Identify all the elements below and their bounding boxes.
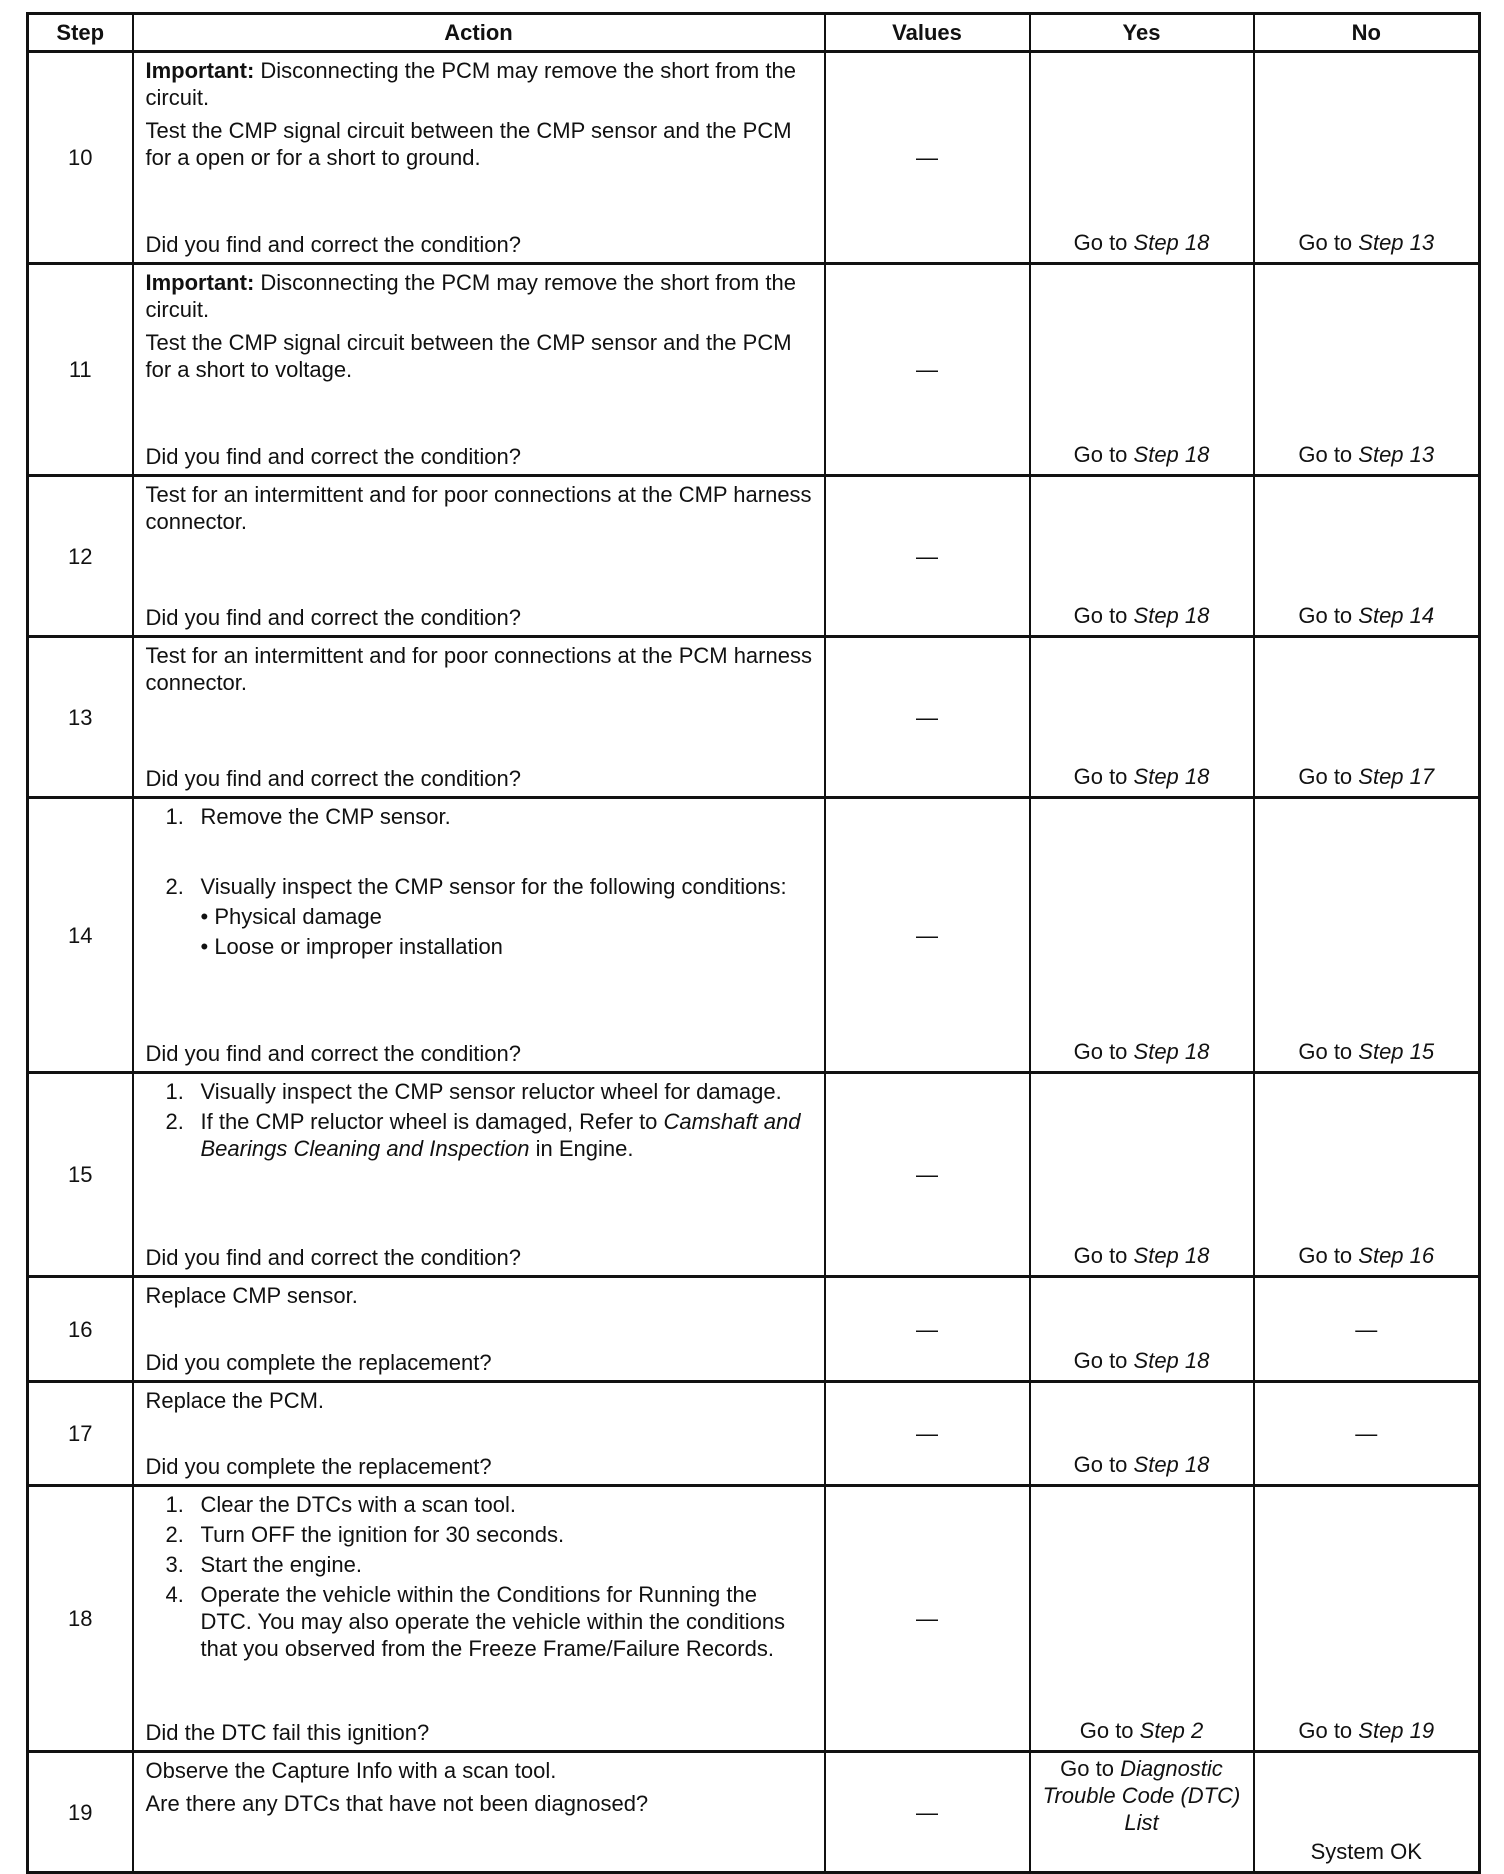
list-number: 2. — [165, 1109, 184, 1134]
list-number: 3. — [165, 1552, 184, 1577]
list-text — [201, 1551, 362, 1578]
values-cell: — — [825, 1073, 1030, 1277]
step-number: 17 — [28, 1382, 133, 1486]
action-content — [146, 1282, 814, 1376]
paragraph — [146, 57, 814, 111]
step-number: 10 — [28, 52, 133, 264]
list-item — [146, 1551, 814, 1578]
step-number: 14 — [28, 798, 133, 1073]
values-cell: — — [825, 1752, 1030, 1873]
yes-cell — [1030, 1382, 1254, 1486]
question: Did you find and correct the condition? — [145, 766, 521, 791]
text: Visually inspect the CMP sensor for the following conditions: — [200, 874, 787, 899]
table-body — [28, 52, 1480, 1873]
no-cell — [1254, 798, 1480, 1073]
action-content — [146, 1491, 814, 1746]
text: Go to — [1298, 603, 1359, 628]
list-item — [146, 873, 814, 900]
list-number: 2. — [165, 1522, 184, 1547]
table-row — [28, 1752, 1480, 1873]
yes-cell — [1030, 476, 1254, 637]
action-cell — [133, 798, 825, 1073]
list-item — [146, 1581, 814, 1662]
action-instructions — [146, 1491, 814, 1665]
header-no: No — [1254, 14, 1480, 52]
text: Disconnecting the PCM may remove the short from the circuit. — [145, 58, 796, 110]
list-item — [146, 1078, 814, 1105]
italic-text: Diagnostic Trouble Code (DTC) List — [1042, 1756, 1241, 1835]
list-text — [201, 1581, 814, 1662]
text: Go to — [1298, 1243, 1359, 1268]
values-cell: — — [825, 637, 1030, 798]
italic-text: Step 18 — [1133, 1243, 1210, 1268]
text: Replace CMP sensor. — [145, 1283, 358, 1308]
text: Go to — [1298, 1039, 1359, 1064]
text: Remove the CMP sensor. — [200, 804, 451, 829]
text: Are there any DTCs that have not been diagnosed? — [145, 1791, 649, 1816]
text: Go to — [1079, 1718, 1140, 1743]
header-action: Action — [133, 14, 825, 52]
text: in Engine. — [529, 1136, 634, 1161]
spacer — [146, 833, 814, 873]
list-item — [146, 1491, 814, 1518]
no-cell: — — [1254, 1277, 1480, 1382]
text: Go to — [1060, 1756, 1121, 1781]
list-text — [201, 803, 451, 830]
italic-text: Step 13 — [1358, 442, 1435, 467]
step-number: 15 — [28, 1073, 133, 1277]
text: Observe the Capture Info with a scan tool. — [145, 1758, 557, 1783]
table-row — [28, 798, 1480, 1073]
paragraph — [146, 329, 814, 383]
question: Did you find and correct the condition? — [145, 1041, 521, 1066]
no-cell: — — [1254, 1382, 1480, 1486]
text: Go to — [1073, 603, 1134, 628]
question: Did you complete the replacement? — [145, 1454, 492, 1479]
step-number: 11 — [28, 264, 133, 476]
list-number: 1. — [165, 804, 184, 829]
text: Test for an intermittent and for poor connections at the CMP harness connector. — [145, 482, 812, 534]
italic-text: Step 13 — [1358, 230, 1435, 255]
italic-text: Step 14 — [1358, 603, 1435, 628]
no-cell — [1254, 1073, 1480, 1277]
bold-text: Important: — [145, 270, 255, 295]
italic-text: Step 2 — [1139, 1718, 1204, 1743]
yes-cell — [1030, 1752, 1254, 1873]
paragraph — [146, 1757, 814, 1784]
list-text — [201, 1491, 516, 1518]
action-cell — [133, 1752, 825, 1873]
text: Go to — [1073, 1243, 1134, 1268]
italic-text: Step 18 — [1133, 1039, 1210, 1064]
no-cell — [1254, 1486, 1480, 1752]
italic-text: Step 17 — [1358, 764, 1435, 789]
list-number: 1. — [165, 1079, 184, 1104]
text: Go to — [1298, 230, 1359, 255]
action-instructions — [146, 57, 814, 177]
diagnostic-table — [26, 12, 1481, 1874]
action-cell — [133, 1382, 825, 1486]
text: Test for an intermittent and for poor connections at the PCM harness connector. — [145, 643, 812, 695]
text: Disconnecting the PCM may remove the short from the circuit. — [145, 270, 796, 322]
values-cell: — — [825, 1382, 1030, 1486]
italic-text: Step 15 — [1358, 1039, 1435, 1064]
text: Go to — [1298, 442, 1359, 467]
values-cell: — — [825, 52, 1030, 264]
question: Did you find and correct the condition? — [145, 605, 521, 630]
list-number: 1. — [165, 1492, 184, 1517]
values-cell: — — [825, 798, 1030, 1073]
action-instructions — [146, 1757, 814, 1823]
text: Start the engine. — [200, 1552, 362, 1577]
action-content — [146, 481, 814, 631]
yes-cell — [1030, 1073, 1254, 1277]
text: Visually inspect the CMP sensor reluctor wheel for damage. — [200, 1079, 782, 1104]
action-content — [146, 1387, 814, 1480]
paragraph — [146, 269, 814, 323]
action-instructions — [146, 269, 814, 389]
no-cell — [1254, 264, 1480, 476]
italic-text: Step 18 — [1133, 1348, 1210, 1373]
table-row — [28, 264, 1480, 476]
paragraph — [146, 481, 814, 535]
table-row — [28, 637, 1480, 798]
paragraph — [146, 117, 814, 171]
table-row — [28, 476, 1480, 637]
paragraph — [146, 1790, 814, 1817]
question: Did you complete the replacement? — [145, 1350, 492, 1375]
action-cell — [133, 1277, 825, 1382]
yes-cell — [1030, 798, 1254, 1073]
yes-cell — [1030, 52, 1254, 264]
question: Did the DTC fail this ignition? — [145, 1720, 430, 1745]
text: Replace the PCM. — [145, 1388, 325, 1413]
list-text — [201, 1078, 782, 1105]
text: Go to — [1073, 1348, 1134, 1373]
no-cell — [1254, 52, 1480, 264]
list-item — [146, 803, 814, 830]
action-content — [146, 57, 814, 258]
step-number: 18 — [28, 1486, 133, 1752]
table-row — [28, 1486, 1480, 1752]
list-item — [146, 1521, 814, 1548]
no-cell — [1254, 476, 1480, 637]
action-cell — [133, 1073, 825, 1277]
yes-cell — [1030, 1486, 1254, 1752]
text: Test the CMP signal circuit between the CMP sensor and the PCM for a short to voltage. — [145, 330, 792, 382]
bold-text: Important: — [145, 58, 255, 83]
text: Go to — [1073, 230, 1134, 255]
no-cell — [1254, 637, 1480, 798]
table-row — [28, 1382, 1480, 1486]
text: System OK — [1310, 1839, 1422, 1864]
action-instructions — [146, 803, 814, 963]
text: Go to — [1073, 1039, 1134, 1064]
no-cell — [1254, 1752, 1480, 1873]
text: Operate the vehicle within the Conditions for Running the DTC. You may also operate the vehicle within the conditions that you observed from the Freeze Frame/Failure Records. — [200, 1582, 786, 1661]
italic-text: Camshaft and Bearings Cleaning and Inspection — [200, 1109, 801, 1161]
step-number: 12 — [28, 476, 133, 637]
text: If the CMP reluctor wheel is damaged, Refer to — [200, 1109, 664, 1134]
action-instructions — [146, 481, 814, 541]
header-step: Step — [28, 14, 133, 52]
values-cell: — — [825, 264, 1030, 476]
text: Go to — [1298, 1718, 1359, 1743]
header-row — [28, 14, 1480, 52]
table-row — [28, 1073, 1480, 1277]
text: Turn OFF the ignition for 30 seconds. — [200, 1522, 565, 1547]
text: Clear the DTCs with a scan tool. — [200, 1492, 516, 1517]
step-number: 19 — [28, 1752, 133, 1873]
table-row — [28, 1277, 1480, 1382]
paragraph — [146, 1282, 814, 1309]
list-text — [201, 1521, 565, 1548]
list-text — [201, 873, 787, 900]
values-cell: — — [825, 1277, 1030, 1382]
list-text — [201, 1108, 814, 1162]
values-cell: — — [825, 1486, 1030, 1752]
yes-cell — [1030, 264, 1254, 476]
action-content — [146, 269, 814, 470]
action-cell — [133, 264, 825, 476]
text: Go to — [1073, 442, 1134, 467]
yes-cell — [1030, 1277, 1254, 1382]
italic-text: Step 18 — [1133, 603, 1210, 628]
paragraph — [146, 642, 814, 696]
action-content — [146, 1757, 814, 1867]
italic-text: Step 18 — [1133, 230, 1210, 255]
action-cell — [133, 476, 825, 637]
action-instructions — [146, 642, 814, 702]
header-values: Values — [825, 14, 1030, 52]
text: Go to — [1073, 1452, 1134, 1477]
paragraph — [146, 1387, 814, 1414]
action-instructions — [146, 1078, 814, 1165]
step-number: 16 — [28, 1277, 133, 1382]
text: Test the CMP signal circuit between the CMP sensor and the PCM for a open or for a short to ground. — [145, 118, 792, 170]
text: Go to — [1298, 764, 1359, 789]
italic-text: Step 19 — [1358, 1718, 1435, 1743]
bullet-item: • Loose or improper installation — [200, 934, 503, 959]
question: Did you find and correct the condition? — [145, 444, 521, 469]
yes-cell — [1030, 637, 1254, 798]
list-number: 4. — [165, 1582, 184, 1607]
step-number: 13 — [28, 637, 133, 798]
italic-text: Step 18 — [1133, 1452, 1210, 1477]
action-instructions — [146, 1282, 814, 1315]
text: Go to — [1073, 764, 1134, 789]
header-yes: Yes — [1030, 14, 1254, 52]
bullet-item: • Physical damage — [200, 904, 382, 929]
question: Did you find and correct the condition? — [145, 232, 521, 257]
table-row — [28, 52, 1480, 264]
italic-text: Step 18 — [1133, 442, 1210, 467]
list-item — [146, 1108, 814, 1162]
question: Did you find and correct the condition? — [145, 1245, 521, 1270]
action-content — [146, 1078, 814, 1271]
values-cell: — — [825, 476, 1030, 637]
italic-text: Step 18 — [1133, 764, 1210, 789]
action-cell — [133, 637, 825, 798]
action-instructions — [146, 1387, 814, 1420]
action-content — [146, 642, 814, 792]
action-cell — [133, 1486, 825, 1752]
action-content — [146, 803, 814, 1067]
italic-text: Step 16 — [1358, 1243, 1435, 1268]
action-cell — [133, 52, 825, 264]
list-number: 2. — [165, 874, 184, 899]
